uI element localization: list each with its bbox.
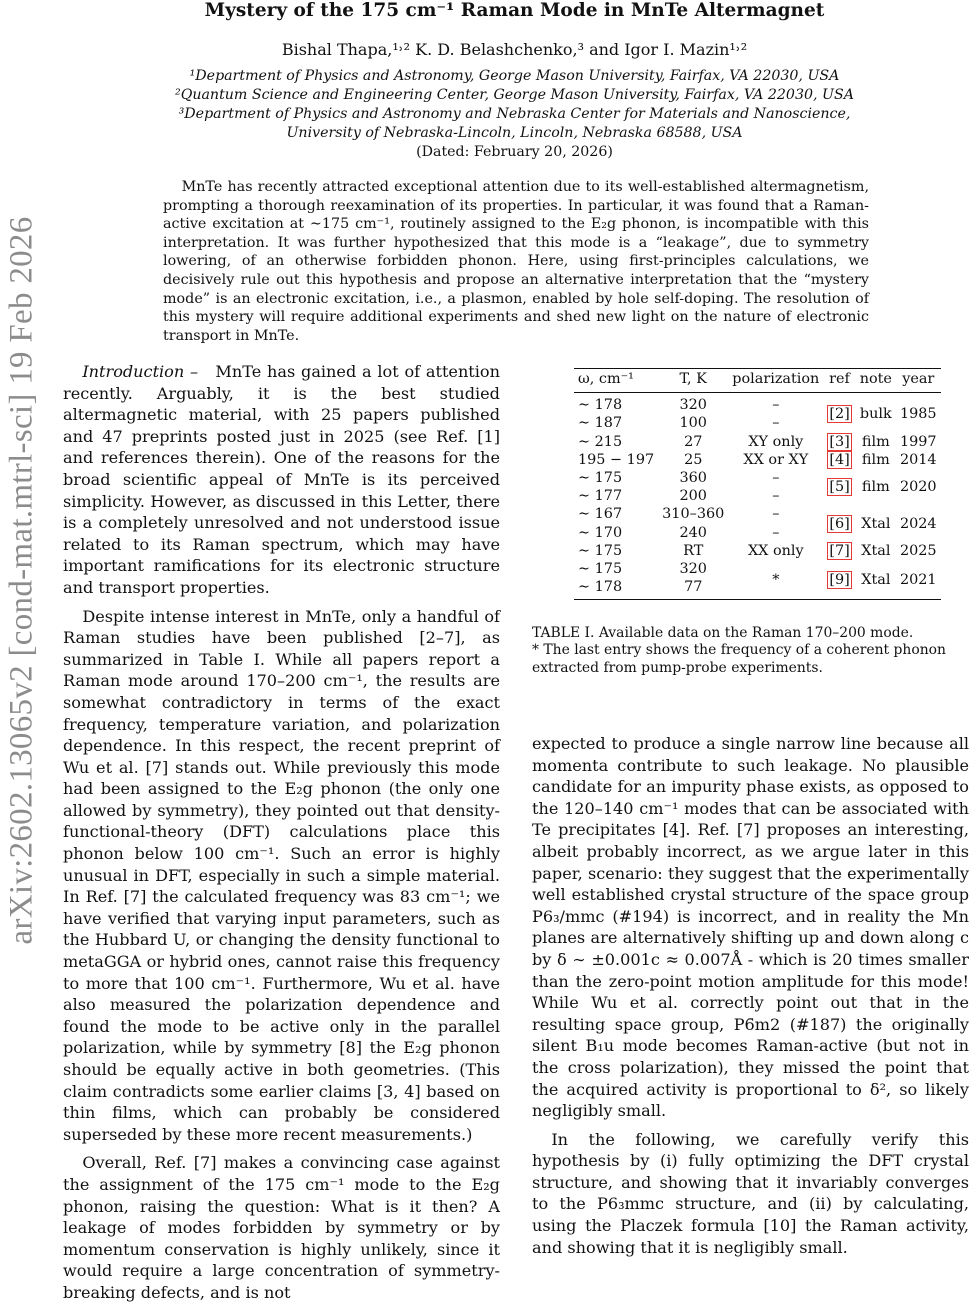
- cell-temperature: 100: [679, 415, 707, 432]
- cell-frequency: ∼ 167: [578, 506, 623, 523]
- cell-note: film: [861, 433, 890, 450]
- cell-temperature: 77: [684, 579, 703, 596]
- cell-frequency: ∼ 178: [578, 579, 623, 596]
- cell-year: 2025: [899, 542, 937, 559]
- paragraph-overall: Overall, Ref. [7] makes a convincing case against the assignment of the 175 cm⁻¹ mode to the E₂g phonon, raising the question: What is it then? A leakage of modes forbidden by symmetry or by momentum conservation is highly unlikely, since it would require a large concentration of symmetry-breaking defects, and is not: [63, 1153, 500, 1302]
- affiliation-3: ³Department of Physics and Astronomy and Nebraska Center for Materials and Nanoscience,: [178, 106, 851, 122]
- cell-frequency: ∼ 215: [578, 433, 623, 450]
- table-caption-text: TABLE I. Available data on the Raman 170–200 mode.: [532, 625, 914, 641]
- paragraph-leakage: expected to produce a single narrow line because all momenta contribute to such leakage. No plausible candidate for an impurity phase exists, as opposed to the 120–140 cm⁻¹ modes that can be associated with Te precipitates [4]. Ref. [7] proposes an interesting, albeit probably incorrect, as we argue later in this paper, scenario: they suggest that the experimentally well established crystal structure of the space group P6₃/mmc (#194) is incorrect, and in reality the Mn planes are alternatively shifting up and down along c by δ ∼ ±0.001c ≈ 0.007Å - which is 20 times smaller than the zero-point motion amplitude for this mode! While Wu et al. correctly point out that in the resulting space group, P6̄m2 (#187) the originally silent B₁u mode becomes Raman-active (but not in the cross polarization), they missed the point that the acquired activity is proportional to δ², so likely negligibly small.: [532, 734, 969, 1121]
- arxiv-identifier-text: arXiv:2602.13065v2 [cond-mat.mtrl-sci] 19 Feb 2026: [3, 215, 40, 945]
- section-label-introduction: Introduction –: [82, 362, 199, 381]
- cell-note: Xtal: [861, 515, 891, 532]
- cell-temperature: 320: [679, 397, 707, 414]
- table-row: [574, 469, 941, 487]
- cell-note: Xtal: [861, 571, 891, 588]
- cell-year: 2024: [899, 515, 937, 532]
- cell-ref: [823, 451, 855, 469]
- cell-year: 1985: [899, 406, 937, 423]
- citation-link[interactable]: [2]: [829, 406, 850, 423]
- citation-link[interactable]: [9]: [829, 571, 850, 588]
- cell-frequency: ∼ 170: [578, 524, 623, 541]
- cell-ref: [823, 469, 855, 505]
- cell-temperature: 310–360: [662, 506, 725, 523]
- cell-frequency: ∼ 178: [578, 397, 623, 414]
- cell-polarization: –: [772, 524, 780, 541]
- col-header-ref: ref: [829, 371, 850, 387]
- cell-temperature: 200: [679, 488, 707, 505]
- affiliation-3-continued: University of Nebraska-Lincoln, Lincoln, Nebraska 68588, USA: [286, 125, 743, 141]
- cell-frequency: ∼ 175: [578, 561, 623, 578]
- cell-polarization: XX only: [747, 542, 804, 559]
- table-row: [574, 393, 941, 415]
- col-header-temperature: T, K: [679, 371, 707, 387]
- citation-link[interactable]: [5]: [829, 479, 850, 496]
- cell-temperature: 320: [679, 561, 707, 578]
- cell-ref: [823, 433, 855, 451]
- cell-frequency: ∼ 177: [578, 488, 623, 505]
- table-row: [574, 560, 941, 578]
- table-row: [574, 505, 941, 523]
- cell-note: bulk: [859, 406, 892, 423]
- author-list: Bishal Thapa,¹˒² K. D. Belashchenko,³ and Igor I. Mazin¹˒²: [281, 40, 748, 59]
- cell-polarization: –: [772, 415, 780, 432]
- cell-polarization: *: [772, 571, 780, 588]
- cell-polarization: –: [772, 470, 780, 487]
- left-column: [63, 361, 500, 1311]
- cell-year: 2014: [899, 451, 937, 468]
- table-header-row: [574, 369, 941, 393]
- cell-polarization: –: [772, 506, 780, 523]
- table-caption: [532, 625, 969, 677]
- cell-frequency: ∼ 175: [578, 542, 623, 559]
- cell-temperature: 360: [679, 470, 707, 487]
- cell-temperature: 240: [679, 524, 707, 541]
- cell-note: film: [861, 451, 890, 468]
- cell-polarization: XY only: [748, 433, 804, 450]
- paragraph-raman-studies: Despite intense interest in MnTe, only a handful of Raman studies have been published [2–7], as summarized in Table I. While all papers report a Raman mode around 170–200 cm⁻¹, the results are somewhat contradictory in terms of the exact frequency, temperature variation, and polarization dependence. In this respect, the recent preprint of Wu et al. [7] stands out. While previously this mode had been assigned to the E₂g phonon (the only one allowed by symmetry), they pointed out that density-functional-theory (DFT) calculations place this phonon below 100 cm⁻¹. Such an error is highly unusual in DFT, especially in such a simple material. In Ref. [7] the calculated frequency was 83 cm⁻¹; we have verified that varying input parameters, such as the Hubbard U, or changing the density functional to metaGGA or hybrid ones, cannot raise this frequency to more that 100 cm⁻¹. Furthermore, Wu et al. have also measured the polarization dependence and found the mode to be active only in the parallel polarization, while by symmetry [8] the E₂g phonon should be equally active in both geometries. (This claim contradicts some earlier claims [3, 4] based on thin films, which can probably be considered superseded by these more recent measurements.): [63, 606, 500, 1144]
- cell-temperature: 25: [684, 451, 703, 468]
- table-row: [574, 433, 941, 451]
- cell-polarization: –: [772, 397, 780, 414]
- paragraph-following: In the following, we carefully verify this hypothesis by (i) fully optimizing the DFT crystal structure, and showing that it invariably converges to the P6₃mmc structure, and (ii) by calculating, using the Placzek formula [10] the Raman activity, and showing that it is negligibly small.: [532, 1129, 969, 1257]
- table-row: [574, 451, 941, 469]
- cell-frequency: 195 − 197: [578, 451, 655, 468]
- intro-text: MnTe has gained a lot of attention recently. Arguably, it is the best studied altermagnetic material, with 25 papers published and 47 preprints posted just in 2025 (see Ref. [1] and references therein). One of the reasons for the broad scientific appeal of MnTe is its perceived simplicity. However, as discussed in this Letter, there is a completely unresolved and not understood issue related to its Raman spectrum, which may have important ramifications for its electronic structure and transport properties.: [63, 362, 500, 597]
- right-column: [532, 733, 969, 1265]
- col-header-note: note: [859, 371, 892, 387]
- cell-ref: [823, 560, 855, 600]
- affiliation-2: ²Quantum Science and Engineering Center, George Mason University, Fairfax, VA 22030, USA: [175, 87, 854, 103]
- raman-data-table: [574, 368, 941, 600]
- citation-link[interactable]: [4]: [829, 451, 850, 468]
- col-header-year: year: [902, 371, 935, 387]
- cell-polarization: –: [772, 488, 780, 505]
- cell-note: Xtal: [861, 542, 891, 559]
- paper-title: Mystery of the 175 cm⁻¹ Raman Mode in MnTe Altermagnet: [204, 0, 825, 21]
- cell-year: 2020: [899, 479, 937, 496]
- cell-ref: [823, 505, 855, 541]
- col-header-frequency: ω, cm⁻¹: [578, 371, 634, 387]
- cell-year: 2021: [899, 571, 937, 588]
- citation-link[interactable]: [6]: [829, 515, 850, 532]
- cell-frequency: ∼ 187: [578, 415, 623, 432]
- citation-link[interactable]: [3]: [829, 433, 850, 450]
- table-footnote: * The last entry shows the frequency of a coherent phonon extracted from pump-probe experiments.: [532, 642, 946, 676]
- cell-ref: [823, 393, 855, 433]
- citation-link[interactable]: [7]: [829, 542, 850, 559]
- intro-paragraph: [63, 361, 500, 599]
- cell-temperature: RT: [683, 542, 704, 559]
- cell-polarization: XX or XY: [743, 451, 809, 468]
- table-row: [574, 542, 941, 560]
- cell-frequency: ∼ 175: [578, 470, 623, 487]
- cell-ref: [823, 542, 855, 560]
- col-header-polarization: polarization: [732, 371, 820, 387]
- cell-temperature: 27: [684, 433, 703, 450]
- cell-note: film: [861, 479, 890, 496]
- affiliation-1: ¹Department of Physics and Astronomy, George Mason University, Fairfax, VA 22030, USA: [189, 68, 840, 84]
- cell-year: 1997: [899, 433, 937, 450]
- abstract: MnTe has recently attracted exceptional attention due to its well-established altermagnetism, prompting a thorough reexamination of its properties. In particular, it was found that a Raman-active excitation at ∼175 cm⁻¹, routinely assigned to the E₂g phonon, is incompatible with this interpretation. It was further hypothesized that this mode is a “leakage”, due to symmetry lowering, of an otherwise forbidden phonon. Here, using first-principles calculations, we decisively rule out this hypothesis and propose an alternative interpretation that the “mystery mode” is an electronic excitation, i.e., a plasmon, enabled by hole self-doping. The resolution of this mystery will require additional experiments and shed new light on the nature of electronic transport in MnTe.: [163, 179, 869, 344]
- date-line: (Dated: February 20, 2026): [416, 144, 613, 160]
- arxiv-identifier-stamp: [2, 200, 42, 960]
